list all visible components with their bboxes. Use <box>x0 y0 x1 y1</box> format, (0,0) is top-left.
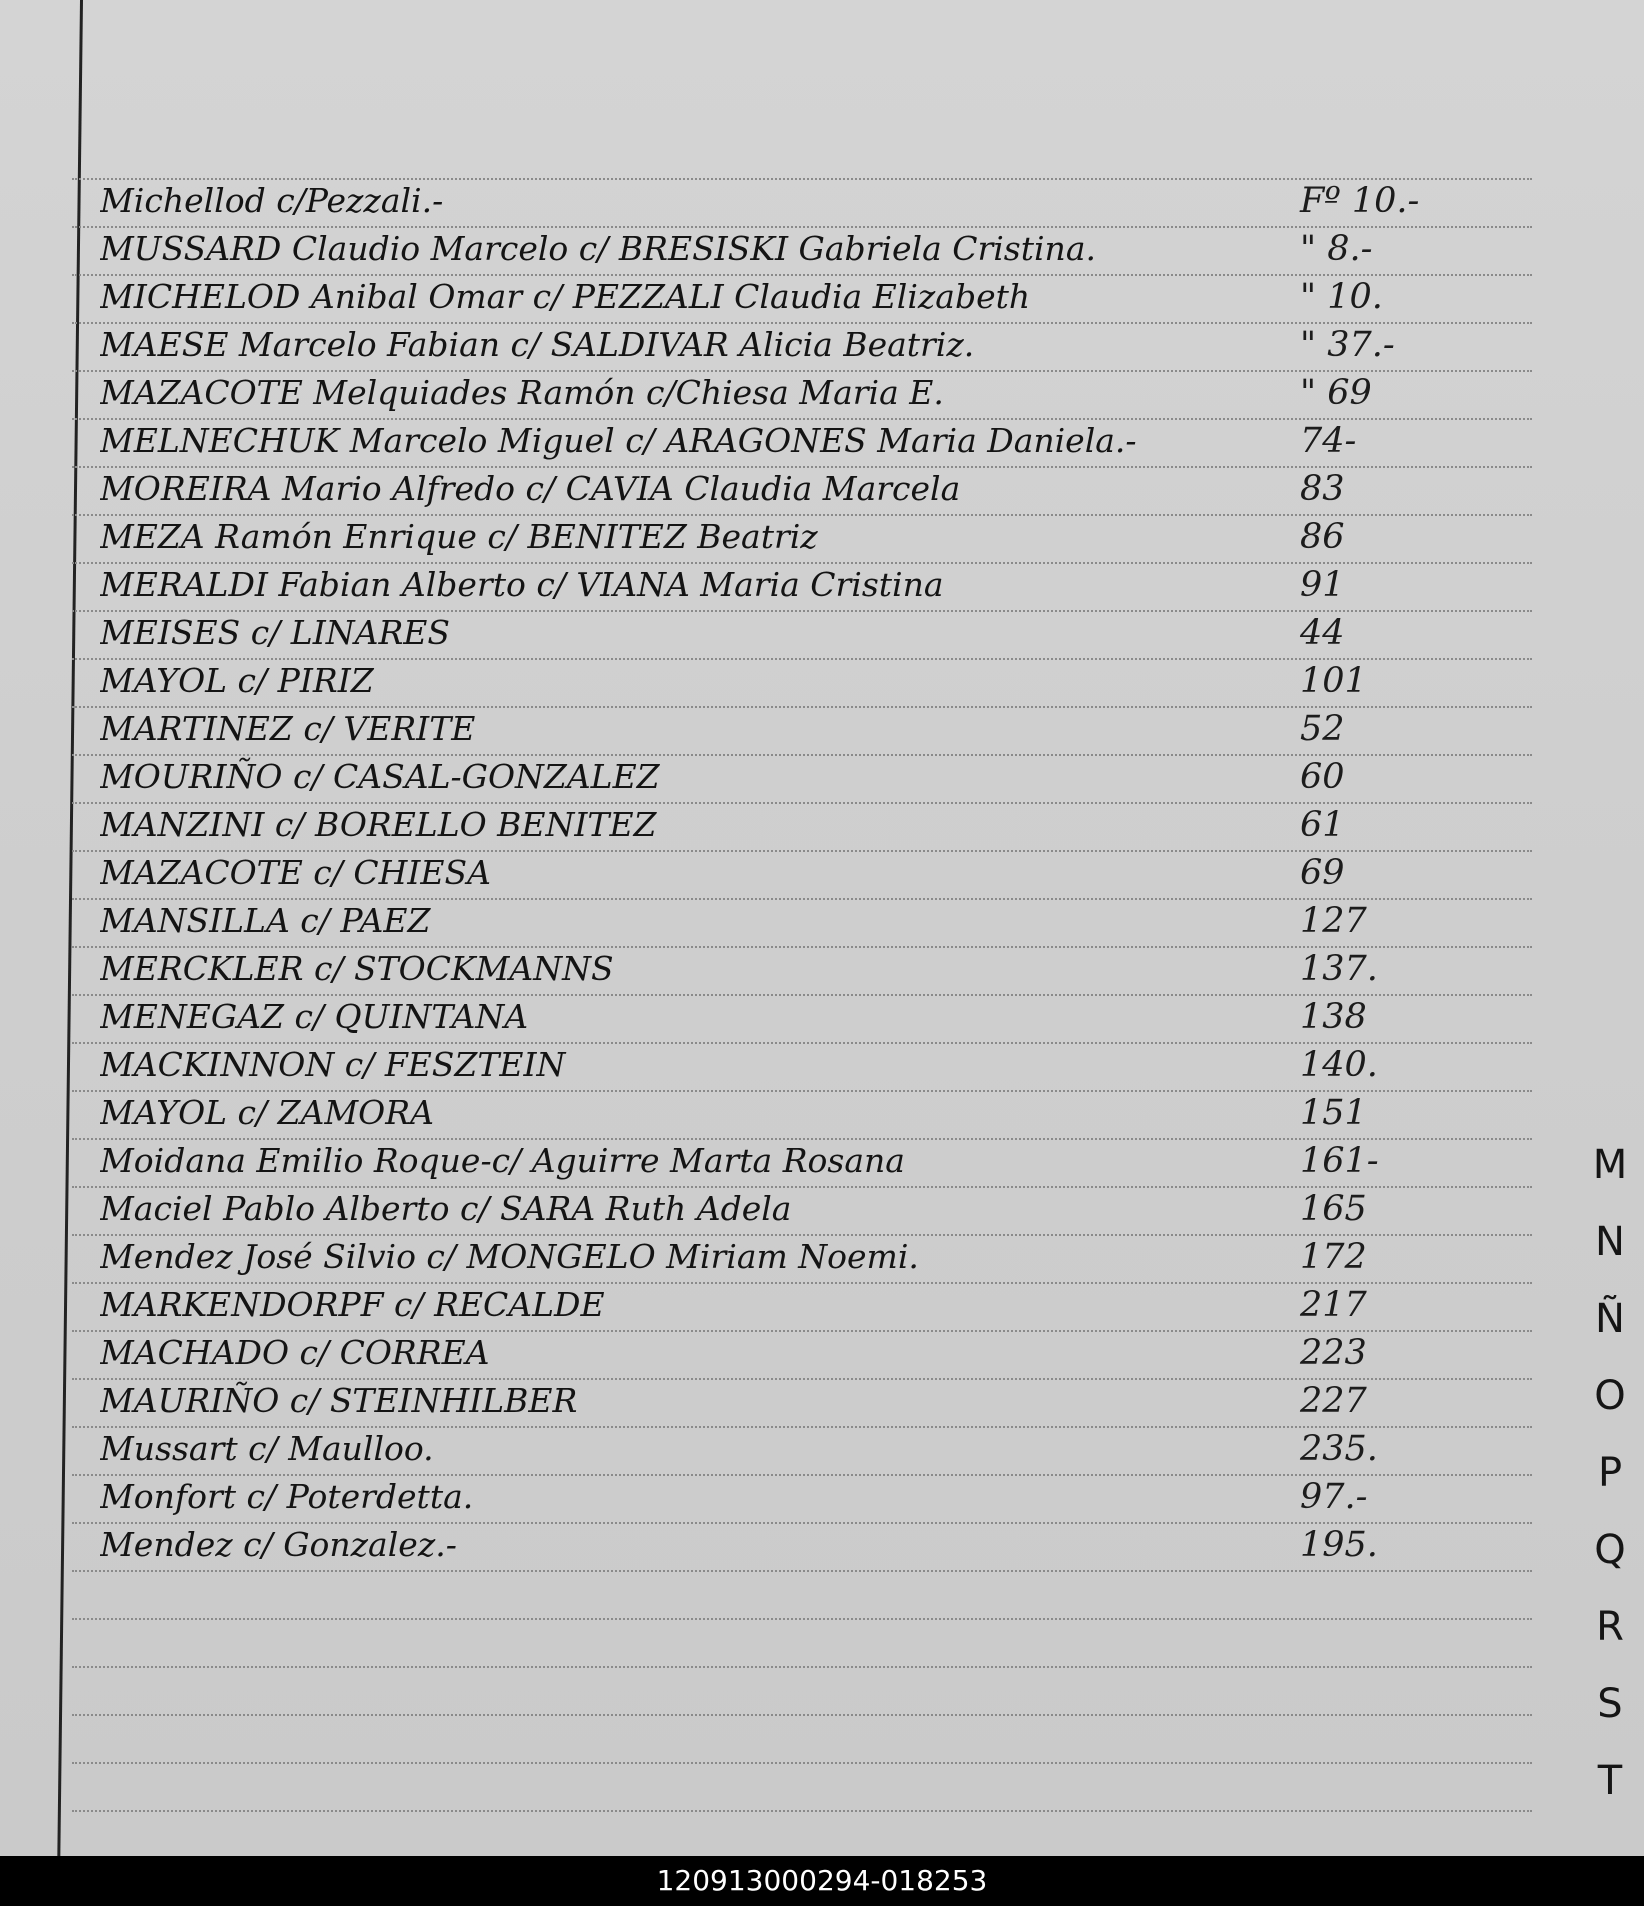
index-letter-tab[interactable]: Q <box>1594 1527 1626 1573</box>
ledger-entry <box>0 1474 1460 1520</box>
entry-folio-number: Fº 10.- <box>1300 181 1420 221</box>
entry-folio-number: 44 <box>1300 613 1345 653</box>
ledger-entry <box>0 466 1460 512</box>
entry-parties: Michellod c/Pezzali.- <box>100 181 444 220</box>
index-letter-tab[interactable]: S <box>1597 1681 1623 1727</box>
entry-parties: MACKINNON c/ FESZTEIN <box>100 1045 566 1084</box>
entry-folio-number: 223 <box>1300 1333 1367 1373</box>
ledger-entry <box>0 1138 1460 1184</box>
entry-parties: Mussart c/ Maulloo. <box>100 1429 434 1468</box>
ledger-entry <box>0 994 1460 1040</box>
index-letter-tab[interactable]: P <box>1597 1450 1623 1496</box>
entry-parties: MAESE Marcelo Fabian c/ SALDIVAR Alicia Beatriz. <box>100 325 975 364</box>
entry-parties: MAYOL c/ PIRIZ <box>100 661 374 700</box>
entry-folio-number: 137. <box>1300 949 1378 989</box>
entry-folio-number: 52 <box>1300 709 1345 749</box>
ledger-entry <box>0 1378 1460 1424</box>
ledger-entry <box>0 754 1460 800</box>
entry-parties: MAZACOTE c/ CHIESA <box>100 853 491 892</box>
ledger-entry <box>0 514 1460 560</box>
entry-parties: Mendez José Silvio c/ MONGELO Miriam Noemi. <box>100 1237 919 1276</box>
footer-bar <box>0 1856 1644 1906</box>
index-letter-tab[interactable]: T <box>1597 1758 1623 1804</box>
entry-folio-number: 61 <box>1300 805 1345 845</box>
entry-parties: MAZACOTE Melquiades Ramón c/Chiesa Maria E. <box>100 373 944 412</box>
ledger-entry <box>0 802 1460 848</box>
entry-parties: MEISES c/ LINARES <box>100 613 450 652</box>
entry-parties: MANZINI c/ BORELLO BENITEZ <box>100 805 657 844</box>
entry-parties: MOURIÑO c/ CASAL-GONZALEZ <box>100 757 660 796</box>
ledger-entry <box>0 850 1460 896</box>
ledger-entry <box>0 1282 1460 1328</box>
entry-parties: Maciel Pablo Alberto c/ SARA Ruth Adela <box>100 1189 792 1228</box>
entry-parties: MOREIRA Mario Alfredo c/ CAVIA Claudia Marcela <box>100 469 961 508</box>
entry-folio-number: 172 <box>1300 1237 1367 1277</box>
ledger-entry <box>0 1426 1460 1472</box>
entry-folio-number: 227 <box>1300 1381 1367 1421</box>
ledger-entry <box>0 1186 1460 1232</box>
ledger-entry <box>0 178 1460 224</box>
ledger-entry <box>0 658 1460 704</box>
entry-folio-number: " 69 <box>1300 373 1372 413</box>
index-letter-tab[interactable]: R <box>1596 1604 1624 1650</box>
index-letter-tab[interactable]: N <box>1595 1219 1625 1265</box>
index-letter-tab[interactable]: O <box>1594 1373 1626 1419</box>
entry-parties: MARKENDORPF c/ RECALDE <box>100 1285 605 1324</box>
ledger-entry <box>0 1090 1460 1136</box>
entry-folio-number: 217 <box>1300 1285 1367 1325</box>
entry-folio-number: 60 <box>1300 757 1345 797</box>
entry-folio-number: 74- <box>1300 421 1357 461</box>
entry-parties: MICHELOD Anibal Omar c/ PEZZALI Claudia Elizabeth <box>100 277 1031 316</box>
ledger-entry <box>0 610 1460 656</box>
ledger-entry <box>0 946 1460 992</box>
ledger-entry <box>0 1234 1460 1280</box>
ledger-entry <box>0 370 1460 416</box>
entry-folio-number: 97.- <box>1300 1477 1368 1517</box>
entry-folio-number: 83 <box>1300 469 1345 509</box>
entry-folio-number: " 37.- <box>1300 325 1395 365</box>
entry-folio-number: 138 <box>1300 997 1367 1037</box>
ledger-entry <box>0 1330 1460 1376</box>
ledger-entry <box>0 706 1460 752</box>
entry-parties: MARTINEZ c/ VERITE <box>100 709 476 748</box>
entry-folio-number: " 10. <box>1300 277 1383 317</box>
entry-folio-number: 235. <box>1300 1429 1378 1469</box>
entry-folio-number: 86 <box>1300 517 1345 557</box>
entry-folio-number: 91 <box>1300 565 1345 605</box>
ledger-entry <box>0 898 1460 944</box>
entry-parties: MANSILLA c/ PAEZ <box>100 901 431 940</box>
entry-parties: MELNECHUK Marcelo Miguel c/ ARAGONES Maria Daniela.- <box>100 421 1137 460</box>
entry-parties: MENEGAZ c/ QUINTANA <box>100 997 529 1036</box>
ledger-entry <box>0 322 1460 368</box>
entry-folio-number: 161- <box>1300 1141 1379 1181</box>
ledger-entry <box>0 418 1460 464</box>
entry-parties: MACHADO c/ CORREA <box>100 1333 490 1372</box>
entry-folio-number: " 8.- <box>1300 229 1373 269</box>
entry-folio-number: 69 <box>1300 853 1345 893</box>
entry-parties: MERCKLER c/ STOCKMANNS <box>100 949 614 988</box>
ledger-entry <box>0 562 1460 608</box>
entry-parties: MEZA Ramón Enrique c/ BENITEZ Beatriz <box>100 517 818 556</box>
index-letter-tab[interactable]: M <box>1592 1142 1628 1188</box>
document-code: 120913000294-018253 <box>656 1864 988 1897</box>
entry-folio-number: 140. <box>1300 1045 1378 1085</box>
ledger-entry <box>0 274 1460 320</box>
entry-folio-number: 195. <box>1300 1525 1378 1565</box>
ledger-entry <box>0 1042 1460 1088</box>
entry-parties: MAURIÑO c/ STEINHILBER <box>100 1381 578 1420</box>
entry-parties: MUSSARD Claudio Marcelo c/ BRESISKI Gabriela Cristina. <box>100 229 1096 268</box>
entry-folio-number: 165 <box>1300 1189 1367 1229</box>
entry-folio-number: 101 <box>1300 661 1367 701</box>
entry-parties: Monfort c/ Poterdetta. <box>100 1477 474 1516</box>
entry-parties: Mendez c/ Gonzalez.- <box>100 1525 457 1564</box>
entry-parties: Moidana Emilio Roque-c/ Aguirre Marta Rosana <box>100 1141 905 1180</box>
entry-parties: MERALDI Fabian Alberto c/ VIANA Maria Cristina <box>100 565 944 604</box>
alphabet-index-tabs <box>1560 1140 1644 1840</box>
entry-parties: MAYOL c/ ZAMORA <box>100 1093 434 1132</box>
entry-folio-number: 127 <box>1300 901 1367 941</box>
index-letter-tab[interactable]: Ñ <box>1595 1296 1625 1342</box>
ledger-entry <box>0 1522 1460 1568</box>
ledger-entry <box>0 226 1460 272</box>
entry-folio-number: 151 <box>1300 1093 1367 1133</box>
